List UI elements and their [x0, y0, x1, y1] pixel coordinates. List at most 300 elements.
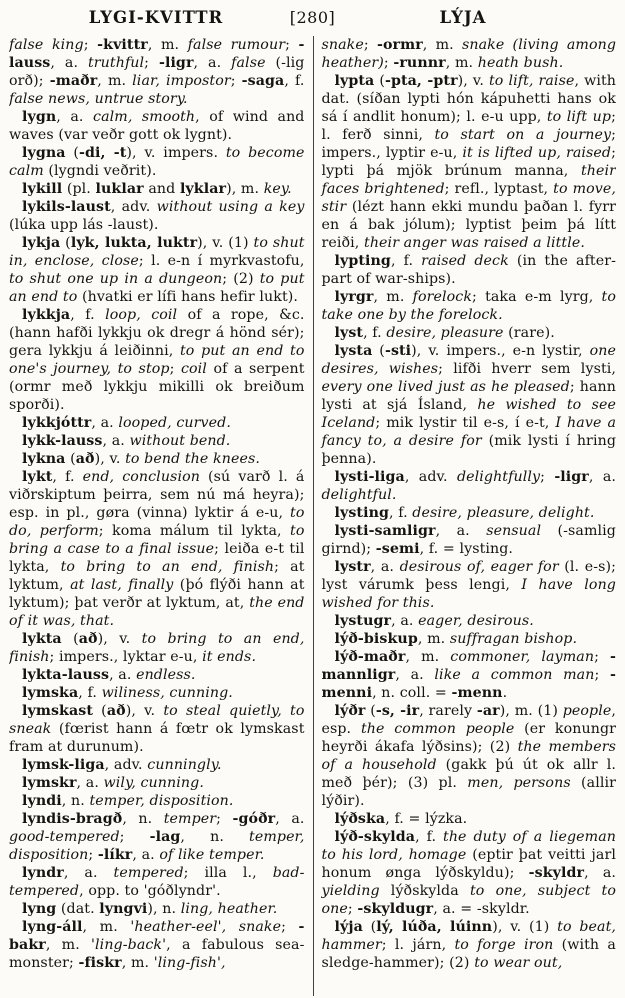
entry-segment: , n. [180, 829, 250, 845]
entry-segment: (in the after-part of war-ships). [321, 253, 616, 287]
entry-segment: , m. [445, 55, 478, 71]
entry-segment: ( [362, 919, 377, 935]
dictionary-entry [9, 108, 305, 144]
dictionary-entry [322, 72, 617, 252]
entry-segment: wily, cunning. [103, 775, 204, 791]
entry-segment: one desires, wishes [321, 343, 616, 377]
column-right [313, 36, 617, 996]
entry-segment: -ar [476, 703, 500, 719]
entry-segment: (mik lysti í hring þenna). [321, 433, 616, 467]
entry-segment: , f. [389, 505, 413, 521]
entry-segment: , adv. [104, 757, 148, 773]
entry-segment: (rare). [503, 325, 555, 341]
entry-segment: the common people [360, 721, 515, 737]
entry-segment: to put an end to one's journey, to stop [9, 343, 305, 377]
entry-segment: ), m. [226, 181, 264, 197]
entry-segment: to forge iron [454, 937, 554, 953]
entry-segment: to bring a case to a final issue [9, 523, 305, 557]
entry-segment: lykils-laust [22, 199, 111, 215]
entry-segment: people [562, 703, 612, 719]
entry-segment: ; [347, 901, 358, 917]
dictionary-entry [322, 918, 617, 972]
dictionary-entry [9, 864, 305, 900]
entry-segment: lyndis-bragð [22, 811, 123, 827]
entry-segment: the duty of a liegeman to his lord, homage [321, 829, 616, 863]
entry-segment: (allir lýðir). [321, 775, 616, 809]
entry-segment: it ends. [202, 649, 257, 665]
dictionary-entry [9, 774, 305, 792]
entry-segment: -s, -ir [375, 703, 420, 719]
entry-segment: ; impers., lyktar e-u, [49, 649, 203, 665]
entry-segment: he wished to see Iceland [321, 397, 616, 431]
entry-segment: good-tempered [9, 829, 120, 845]
entry-segment: ), v. [457, 73, 489, 89]
entry-segment: ; lifði hverr sem lysti, [438, 361, 616, 377]
entry-segment: 'ling-fish', [153, 955, 226, 971]
entry-segment: -lag [149, 829, 181, 845]
entry-segment: , f. [284, 73, 305, 89]
entry-segment: I have long wished for this. [321, 577, 616, 611]
entry-segment: , f. = lysting. [419, 541, 514, 557]
entry-segment: ; l. járn, [381, 937, 455, 953]
entry-segment: lykja [22, 235, 61, 251]
entry-segment: , f. [390, 253, 422, 269]
dictionary-entry [9, 900, 305, 918]
entry-segment: key. [263, 181, 292, 197]
entry-segment: ; illa l., [183, 865, 273, 881]
entry-segment: lysta [334, 343, 373, 359]
entry-segment: ling, heather. [180, 901, 278, 917]
dictionary-entry [9, 414, 305, 432]
entry-segment: , a. [63, 865, 114, 881]
entry-segment: (hvatki er lífi hans hefir lukt). [77, 289, 298, 305]
entry-segment: ; (2) [222, 271, 260, 287]
entry-segment: ; taka e-m lyrg, [472, 289, 602, 305]
entry-segment: , f. [415, 829, 444, 845]
entry-segment: lykkjóttr [22, 415, 92, 431]
entry-segment: to steal quietly, to sneak [9, 703, 305, 737]
entry-segment: without using a key [156, 199, 305, 215]
entry-segment: -di, -t [79, 145, 127, 161]
entry-segment: yielding [321, 883, 380, 899]
entry-segment: , with dat. (síðan lypti hón kápuhetti hans ok sá í andlit honum); l. e-u upp, [321, 73, 616, 125]
entry-segment: tempered [113, 865, 184, 881]
entry-segment: lyk, lukta, luktr [70, 235, 198, 251]
entry-segment: ; [594, 649, 610, 665]
dictionary-entry [322, 288, 617, 324]
entry-segment: , a. [132, 847, 160, 863]
dictionary-entry [322, 324, 617, 342]
entry-segment: endless. [136, 667, 196, 683]
entry-segment: of a rope, &c. (hann hafði lykkju ok dregr á hönd sér); gera lykkju á leiðinni, [9, 307, 305, 359]
entry-segment: , m. [422, 37, 462, 53]
entry-segment: ( [61, 631, 79, 647]
entry-segment: and [143, 181, 180, 197]
entry-segment: , m. [97, 73, 133, 89]
entry-segment: of like temper. [159, 847, 265, 863]
entry-segment: , a. [275, 811, 305, 827]
entry-segment: , a. [370, 559, 400, 575]
entry-segment: lý, lúða, lúinn [376, 919, 493, 935]
entry-segment: to bend the knees. [125, 451, 260, 467]
entry-segment: ( [365, 703, 376, 719]
entry-segment: -menn [451, 685, 503, 701]
entry-segment: , a. [91, 415, 119, 431]
entry-segment: to wear out, [474, 955, 563, 971]
entry-segment: , f. [52, 469, 83, 485]
entry-segment: I have a fancy to, a desire for [321, 415, 616, 449]
entry-segment: ; at lyktum, [9, 559, 305, 593]
entry-segment: delightfully [456, 469, 541, 485]
entry-segment: ( [65, 451, 76, 467]
entry-segment: ; [540, 469, 555, 485]
entry-segment: , m. [82, 919, 131, 935]
entry-segment: luklar [95, 181, 144, 197]
entry-segment: -ligr [554, 469, 589, 485]
entry-segment: to bring to an end, finish [60, 559, 275, 575]
entry-segment: (þó flýði hann at lyktum); þat verðr at lyktum, at, [9, 577, 305, 611]
entry-segment: , a. [56, 109, 94, 125]
dictionary-entry [322, 468, 617, 504]
dictionary-entry [322, 504, 617, 522]
entry-segment: (eptir þat veitti jarl honum ønga lýðskyldu); [321, 847, 616, 881]
entry-segment: lýðr [334, 703, 366, 719]
entry-segment: , a fabulous sea-monster; [9, 937, 305, 971]
entry-segment: , m. [147, 37, 188, 53]
entry-segment: (gakk þú út ok allr l. með þér); (3) pl. [321, 757, 616, 791]
entry-segment: lyst [334, 325, 364, 341]
entry-segment: lystugr [334, 613, 392, 629]
entry-segment: forelock [412, 289, 473, 305]
entry-segment: , a. [193, 55, 232, 71]
entry-segment: lykk-lauss [22, 433, 103, 449]
entry-segment: , adv. [110, 199, 157, 215]
entry-segment: ; [383, 55, 394, 71]
entry-segment: (lúka upp lás -laust). [9, 217, 159, 233]
entry-segment: -skyldugr [357, 901, 434, 917]
entry-segment: (sú varð l. á viðrskiptum þeirra, sem nú má heyra); esp. in pl., gøra (vinna) lyktir á e-u, [9, 469, 305, 521]
entry-segment: , esp. [321, 703, 616, 737]
entry-segment: calm, smooth [93, 109, 196, 125]
entry-segment: ; [285, 37, 299, 53]
entry-segment: ), v. impers. [126, 145, 226, 161]
entry-segment: ), m. (1) [499, 703, 563, 719]
entry-segment: -bakr [9, 919, 305, 953]
entry-segment: (with a sledge-hammer); (2) [321, 937, 616, 971]
entry-segment: ; impers., lyptir e-u, [321, 127, 616, 161]
entry-segment: -fiskr [78, 955, 122, 971]
entry-segment: (dat. [56, 901, 100, 917]
entry-segment: temper, disposition. [89, 793, 234, 809]
entry-segment: -menni [321, 667, 616, 701]
entry-segment: ; l. ferð sinni, [321, 109, 616, 143]
entry-segment: lykkja [22, 307, 71, 323]
entry-segment: the members of a household [321, 739, 616, 773]
entry-segment: wiliness, cunning. [101, 685, 233, 701]
entry-segment: , m. [405, 649, 451, 665]
entry-segment: , m. [121, 955, 154, 971]
column-left [9, 36, 313, 996]
entry-segment: , a. [588, 469, 616, 485]
entry-segment: ), v. [125, 703, 164, 719]
entry-segment: lyndi [22, 793, 62, 809]
entry-segment: without bend. [129, 433, 231, 449]
entry-segment: lypta [334, 73, 375, 89]
dictionary-entry [9, 702, 305, 756]
entry-segment: lyndr [22, 865, 64, 881]
entry-segment: ( [372, 343, 385, 359]
text-columns [9, 36, 616, 996]
dictionary-entry [9, 36, 305, 108]
dictionary-entry [9, 756, 305, 774]
dictionary-entry [322, 648, 617, 702]
dictionary-entry [322, 36, 617, 72]
dictionary-entry [9, 234, 305, 306]
entry-segment: to lift up [546, 109, 612, 125]
dictionary-entry [9, 630, 305, 666]
entry-segment: -ormr [376, 37, 423, 53]
entry-segment: ; [281, 919, 299, 935]
entry-segment: lymskast [22, 703, 93, 719]
entry-segment: lygna [22, 145, 66, 161]
entry-segment: false [231, 55, 266, 71]
entry-segment: -pta, -ptr [384, 73, 458, 89]
entry-segment: , of wind and waves (var veðr gott ok lygnt). [9, 109, 305, 143]
dictionary-entry [9, 306, 305, 414]
entry-segment: , n. [122, 811, 164, 827]
entry-segment: -ligr [158, 55, 194, 71]
entry-segment: lýð-maðr [334, 649, 406, 665]
entry-segment: to become calm [9, 145, 305, 179]
header-keyword-left: LYGI-KVITTR [88, 8, 224, 27]
entry-segment: sensual [486, 523, 542, 539]
entry-segment: eager, desirous. [418, 613, 534, 629]
dictionary-entry [9, 180, 305, 198]
entry-segment: to bring to an end, finish [9, 631, 305, 665]
entry-segment: lymsk-liga [22, 757, 105, 773]
dictionary-entry [9, 432, 305, 450]
entry-segment: , m. [417, 631, 450, 647]
entry-segment: -sti [384, 343, 412, 359]
entry-segment: lýðskylda [379, 883, 470, 899]
entry-segment: the end of it was, that. [9, 595, 305, 629]
entry-segment: ; [83, 37, 98, 53]
entry-segment: -mannligr [321, 649, 616, 683]
entry-segment: ; hann lysti at sjá Ísland, [321, 379, 616, 413]
entry-segment: ), v. [97, 631, 142, 647]
entry-segment: , a. [109, 667, 137, 683]
entry-segment: -skyldr [528, 865, 585, 881]
entry-segment: ; [119, 829, 150, 845]
entry-segment: raised deck [421, 253, 509, 269]
entry-segment: it is lifted up, raised [462, 145, 612, 161]
entry-segment: (-lig orð); [9, 55, 305, 89]
dictionary-entry [9, 468, 305, 630]
entry-segment: loop, coil [105, 307, 178, 323]
entry-segment: , a. [76, 775, 104, 791]
entry-segment: ; lypti þá mjök brúnum manna, [321, 145, 616, 179]
entry-segment: lystr [334, 559, 371, 575]
entry-segment: ( [60, 235, 71, 251]
entry-segment: ; refl., lyptast, [444, 181, 554, 197]
dictionary-entry [9, 450, 305, 468]
entry-segment: að [75, 451, 95, 467]
dictionary-entry [322, 252, 617, 288]
entry-segment: , f. = lýzka. [385, 811, 468, 827]
entry-segment: , a. [584, 865, 616, 881]
entry-segment: lykta-lauss [22, 667, 110, 683]
entry-segment: 'ling-back' [91, 937, 167, 953]
entry-segment: to put an end to [9, 271, 305, 305]
dictionary-entry [322, 828, 617, 918]
entry-segment: , f. [363, 325, 387, 341]
dictionary-entry [322, 558, 617, 612]
page-number: [280] [289, 8, 336, 27]
entry-segment: looped, curved. [118, 415, 231, 431]
entry-segment: to move, stir [321, 181, 616, 215]
entry-segment: lyngvi [99, 901, 148, 917]
entry-segment: to start on a journey [434, 127, 612, 143]
entry-segment: ; [230, 73, 242, 89]
entry-segment: , n. [61, 793, 90, 809]
entry-segment: to shut in, enclose, close [9, 235, 305, 269]
entry-segment: lymska [22, 685, 79, 701]
entry-segment: , f. [70, 307, 106, 323]
entry-segment: (fœrist hann á fœtr ok lymskast fram at durunum). [9, 721, 305, 755]
entry-segment: to do, perform [9, 505, 305, 539]
entry-segment: lýð-skylda [334, 829, 416, 845]
entry-segment: their faces brightened [321, 163, 616, 197]
entry-segment: lýja [334, 919, 363, 935]
entry-segment: ; mik lystir til e-s, í e-t, [375, 415, 556, 431]
entry-segment: ), n. [147, 901, 181, 917]
entry-segment: cunningly. [147, 757, 222, 773]
entry-segment: false news, untrue story. [9, 91, 188, 107]
entry-segment: to one, subject to one [321, 883, 616, 917]
entry-segment: að [106, 703, 126, 719]
entry-segment: , m. [45, 937, 92, 953]
entry-segment: ( [65, 145, 79, 161]
entry-segment: their anger was raised a little. [364, 235, 585, 251]
entry-segment: liar, impostor [132, 73, 231, 89]
entry-segment: , a. [391, 613, 419, 629]
entry-segment: ), v. [94, 451, 126, 467]
dictionary-entry [9, 666, 305, 684]
entry-segment: lypting [334, 253, 391, 269]
entry-segment: lygn [22, 109, 57, 125]
entry-segment: að [78, 631, 98, 647]
entry-segment: (pl. [62, 181, 96, 197]
entry-segment: lysti-samligr [334, 523, 436, 539]
entry-segment: lýðska [334, 811, 386, 827]
entry-segment: end, conclusion [82, 469, 200, 485]
entry-segment: lysti-liga [334, 469, 405, 485]
entry-segment: heath bush. [477, 55, 564, 71]
entry-segment: lýð-biskup [334, 631, 418, 647]
entry-segment: (-samlig girnd); [321, 523, 616, 557]
entry-segment: ; [88, 847, 98, 863]
entry-segment: (lézt hann ekki mundu þaðan l. fyrr en á bak jólum); lyptist þeim þá lítt reiði, [321, 199, 616, 251]
entry-segment: ( [93, 703, 107, 719]
dictionary-entry [322, 522, 617, 558]
entry-segment: , f. [78, 685, 102, 701]
entry-segment: , a. [435, 523, 487, 539]
dictionary-entry [322, 810, 617, 828]
entry-segment: , opp. to 'góðlyndr'. [79, 883, 221, 899]
entry-segment: ; l. e-n í myrkvastofu, [138, 253, 305, 269]
entry-segment: ), v. (1) [197, 235, 254, 251]
entry-segment: desire, pleasure [386, 325, 504, 341]
entry-segment: lyrgr [334, 289, 374, 305]
dictionary-entry [9, 198, 305, 234]
entry-segment: snake (living among heather) [321, 37, 616, 71]
entry-segment: (lygndi veðrit). [43, 163, 157, 179]
entry-segment: false king [9, 37, 84, 53]
entry-segment: . [502, 685, 508, 701]
entry-segment: like a common man [434, 667, 595, 683]
entry-segment: lyklar [179, 181, 227, 197]
entry-segment: suffragan bishop. [449, 631, 578, 647]
entry-segment: to shut one up in a dungeon [9, 271, 223, 287]
entry-segment: men, persons [467, 775, 571, 791]
entry-segment: ; [216, 811, 233, 827]
entry-segment: commoner, layman [450, 649, 595, 665]
entry-segment: -semi [375, 541, 420, 557]
entry-segment: ( [374, 73, 385, 89]
entry-segment: , adv. [404, 469, 457, 485]
entry-segment: desire, pleasure, delight. [412, 505, 595, 521]
entry-segment: ), v. impers., e-n lystir, [411, 343, 590, 359]
dictionary-entry [322, 630, 617, 648]
entry-segment: snake [321, 37, 364, 53]
dictionary-entry [322, 612, 617, 630]
entry-segment: ; [144, 55, 159, 71]
entry-segment: truthful [87, 55, 145, 71]
entry-segment: ; [169, 361, 181, 377]
entry-segment: bad-tempered [9, 865, 305, 899]
entry-segment: to lift, raise [488, 73, 575, 89]
entry-segment: ; [594, 667, 610, 683]
entry-segment: (l. e-s); lyst várumk þess lengi, [321, 559, 616, 593]
entry-segment: temper, disposition [9, 829, 305, 863]
entry-segment: every one lived just as he pleased [321, 379, 570, 395]
entry-segment: at last, finally [70, 577, 174, 593]
entry-segment: desirous of, eager for [399, 559, 559, 575]
entry-segment: ; koma málum til lykta, [98, 523, 291, 539]
entry-segment: lykta [22, 631, 62, 647]
dictionary-entry [9, 810, 305, 864]
entry-segment: lyng-áll [22, 919, 83, 935]
entry-segment: ; [363, 37, 377, 53]
entry-segment: 'heather-eel', snake [130, 919, 282, 935]
entry-segment: -kvittr [97, 37, 148, 53]
entry-segment: delightful. [321, 487, 397, 503]
entry-segment: -góðr [232, 811, 276, 827]
header-keyword-right: LÝJA [439, 8, 487, 27]
entry-segment: -maðr [49, 73, 98, 89]
entry-segment: , n. coll. = [372, 685, 452, 701]
entry-segment: lykt [22, 469, 53, 485]
dictionary-entry [322, 342, 617, 468]
entry-segment: lysting [334, 505, 389, 521]
entry-segment: -líkr [97, 847, 133, 863]
entry-segment: lymskr [22, 775, 77, 791]
entry-segment: to take one by the forelock. [321, 289, 616, 323]
entry-segment: , a. = -skyldr. [433, 901, 530, 917]
entry-segment: -runnr [393, 55, 446, 71]
entry-segment: , m. [373, 289, 413, 305]
entry-segment: -saga [241, 73, 285, 89]
